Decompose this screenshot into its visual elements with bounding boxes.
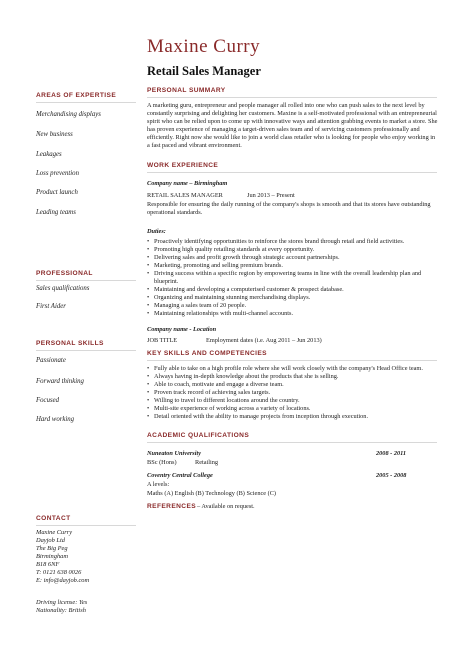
- contact-heading: CONTACT: [36, 515, 71, 522]
- references-text: – Available on request.: [197, 503, 255, 510]
- job2-dates: Employment dates (i.e. Aug 2011 – Jun 2013): [206, 337, 322, 344]
- nationality: Nationality: British: [36, 607, 86, 614]
- education-divider: [147, 442, 437, 443]
- school1-name: Nuneaton University: [147, 450, 202, 457]
- personal-skill-item: Passionate: [36, 357, 66, 364]
- professional-heading: PROFESSIONAL: [36, 270, 93, 277]
- expertise-item: Leading teams: [36, 209, 76, 216]
- contact-postcode: B18 6NF: [36, 561, 60, 568]
- expertise-divider: [36, 102, 136, 103]
- experience-heading: WORK EXPERIENCE: [147, 162, 219, 169]
- contact-city: Birmingham: [36, 553, 68, 560]
- personal-skill-item: Forward thinking: [36, 378, 84, 385]
- duties-label: Duties:: [147, 228, 166, 235]
- contact-email: E: info@dayjob.com: [36, 577, 90, 584]
- school1-subject: Retailing: [195, 459, 219, 466]
- skill-item: • Detail oriented with the ability to manage projects from inception through execution.: [147, 413, 439, 421]
- job2-company: Company name - Location: [147, 326, 217, 333]
- professional-item: Sales qualifications: [36, 285, 90, 292]
- references-heading: REFERENCES: [147, 503, 197, 510]
- school2-subjects: Maths (A) English (B) Technology (B) Science (C): [147, 490, 277, 497]
- duty-item: • Marketing, promoting and selling premium brands.: [147, 262, 439, 270]
- duty-item: • Delivering sales and profit growth through strategic account partnerships.: [147, 254, 439, 262]
- driving-license: Driving license: Yes: [36, 599, 88, 606]
- skill-item: • Fully able to take on a high profile role where she will work closely with the company's Head Office team.: [147, 365, 439, 373]
- contact-name: Maxine Curry: [36, 529, 73, 536]
- skill-item: • Always having in-depth knowledge about the products that she is selling.: [147, 373, 439, 381]
- personal-skill-item: Hard working: [36, 416, 75, 423]
- duty-item: • Organizing and maintaining stunning merchandising displays.: [147, 294, 439, 302]
- expertise-heading: AREAS OF EXPERTISE: [36, 92, 117, 99]
- summary-text: A marketing guru, entrepreneur and people manager all rolled into one who can push sales to the next level by constantly surprising and delighting her customers. Maxine is a self-motivated professional with an entrepreneurial spirit who can be relied upon to come up with innovative ways and attention grabbing events to market a store. She has proven experience of managing a target-driven sales team and of servicing customers professionally and efficiently. Right now she would like to join a world class retailer who is looking for people who enjoy working in a fast paced and vibrant environment.: [147, 102, 438, 150]
- skills-divider: [147, 360, 437, 361]
- school1-dates: 2008 - 2011: [376, 450, 407, 457]
- duty-item: • Maintaining and developing a computerised customer & prospect database.: [147, 286, 439, 294]
- skills-heading: KEY SKILLS AND COMPETENCIES: [147, 350, 267, 357]
- expertise-item: Product launch: [36, 189, 78, 196]
- job1-dates: Jun 2013 – Present: [247, 192, 295, 199]
- job2-role: JOB TITLE: [147, 337, 178, 344]
- expertise-item: Merchandising displays: [36, 111, 101, 118]
- skill-item: • Multi-site experience of working across a variety of locations.: [147, 405, 439, 413]
- expertise-item: Leakages: [36, 151, 62, 158]
- skill-item: • Willing to travel to different locations around the country.: [147, 397, 439, 405]
- job1-role: RETAIL SALES MANAGER: [147, 192, 223, 199]
- contact-street: The Big Peg: [36, 545, 68, 552]
- summary-divider: [147, 97, 437, 98]
- expertise-item: New business: [36, 131, 73, 138]
- skill-item: • Able to coach, motivate and engage a diverse team.: [147, 381, 439, 389]
- job1-description: Responsible for ensuring the daily running of the company's shops is smooth and that its stores have outstanding operational standards.: [147, 201, 431, 217]
- candidate-name: Maxine Curry: [147, 36, 261, 57]
- expertise-item: Loss prevention: [36, 170, 79, 177]
- duty-item: • Driving success within a specific region by empowering teams in line with the overall leadership plan and blueprint.: [147, 270, 439, 286]
- skill-item: • Proven track record of achieving sales targets.: [147, 389, 439, 397]
- personal-skill-item: Focused: [36, 397, 60, 404]
- personal-skills-heading: PERSONAL SKILLS: [36, 340, 104, 347]
- summary-heading: PERSONAL SUMMARY: [147, 87, 226, 94]
- job-title: Retail Sales Manager: [147, 64, 261, 78]
- duties-list: [147, 238, 439, 318]
- duty-item: • Maintaining relationships with multi-channel accounts.: [147, 310, 439, 318]
- experience-divider: [147, 172, 437, 173]
- duty-item: • Promoting high quality retailing standards at every opportunity.: [147, 246, 439, 254]
- school2-name: Coventry Central College: [147, 472, 213, 479]
- education-heading: ACADEMIC QUALIFICATIONS: [147, 432, 250, 439]
- professional-item: First Aider: [36, 303, 66, 310]
- school1-degree: BSc (Hons): [147, 459, 177, 466]
- contact-phone: T: 0121 638 0026: [36, 569, 82, 576]
- contact-company: Dayjob Ltd: [36, 537, 65, 544]
- skills-list: [147, 365, 439, 421]
- contact-divider: [36, 525, 136, 526]
- school2-dates: 2005 - 2008: [376, 472, 407, 479]
- school2-level: A levels:: [147, 481, 170, 488]
- professional-divider: [36, 280, 136, 281]
- duty-item: • Managing a sales team of 20 people.: [147, 302, 439, 310]
- duty-item: • Proactively identifying opportunities to reinforce the stores brand through retail and field activities.: [147, 238, 439, 246]
- personal-skills-divider: [36, 350, 136, 351]
- job1-company: Company name – Birmingham: [147, 180, 228, 187]
